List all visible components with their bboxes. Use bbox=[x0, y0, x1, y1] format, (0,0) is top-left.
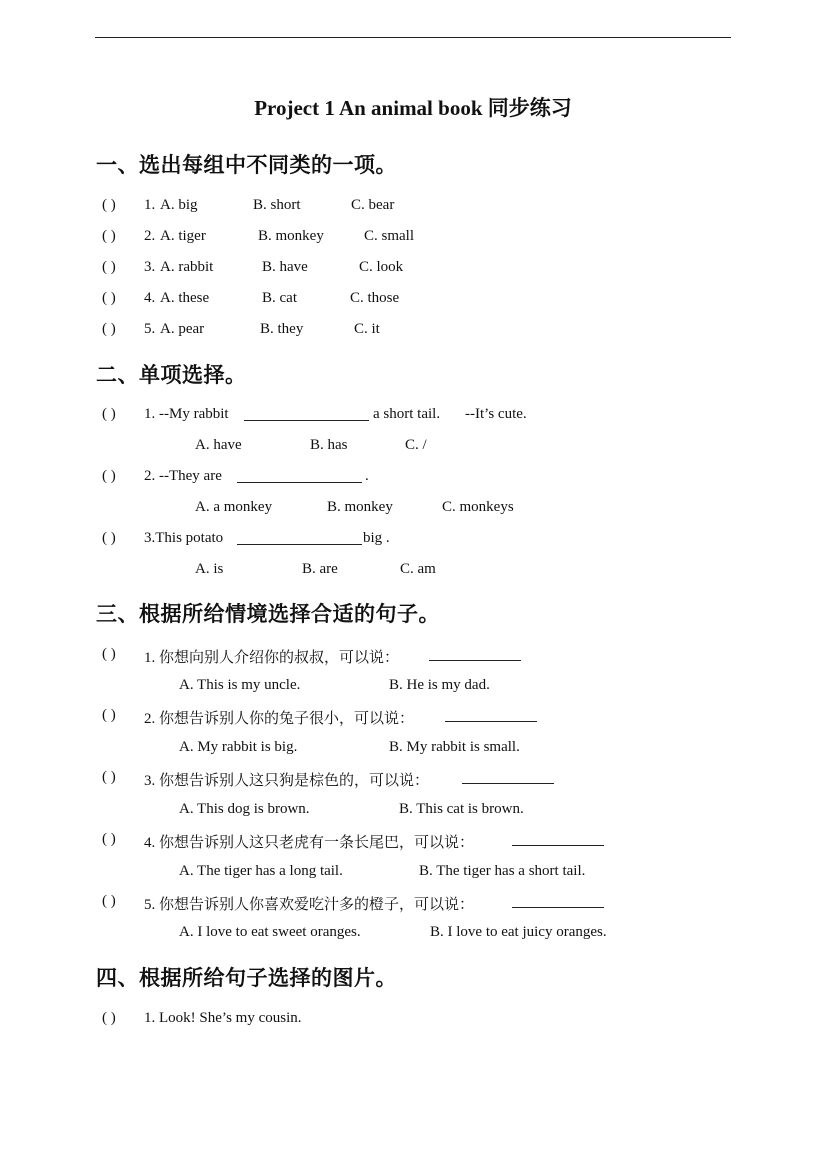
fill-blank-line[interactable] bbox=[429, 649, 521, 666]
answer-blank[interactable]: ( ) bbox=[102, 707, 116, 723]
question-text-after: a short tail. bbox=[373, 406, 441, 422]
answer-blank[interactable]: ( ) bbox=[102, 197, 116, 213]
question-number: 4. bbox=[144, 290, 156, 306]
option-c: C. am bbox=[400, 561, 436, 577]
option-a: A. This dog is brown. bbox=[179, 801, 310, 817]
question-text: 2. --They are bbox=[144, 468, 222, 484]
section1-heading: 一、选出每组中不同类的一项。 bbox=[96, 153, 397, 177]
question-text: 5. 你想告诉别人你喜欢爱吃汁多的橙子，可以说： bbox=[144, 897, 475, 913]
option-c: C. small bbox=[364, 228, 415, 244]
section2-heading: 二、单项选择。 bbox=[96, 363, 247, 387]
option-a: A. big bbox=[160, 197, 198, 213]
option-c: C. bear bbox=[351, 197, 395, 213]
option-a: A. these bbox=[160, 290, 210, 306]
question-number: 5. bbox=[144, 321, 156, 337]
question-text: 1. Look! She’s my cousin. bbox=[144, 1010, 302, 1026]
option-b: B. cat bbox=[262, 290, 297, 306]
answer-blank[interactable]: ( ) bbox=[102, 646, 116, 662]
question-number: 2. bbox=[144, 228, 156, 244]
option-c: C. those bbox=[350, 290, 400, 306]
option-b: B. I love to eat juicy oranges. bbox=[430, 924, 607, 940]
option-a: A. have bbox=[195, 437, 242, 453]
option-a: A. pear bbox=[160, 321, 205, 337]
answer-blank[interactable]: ( ) bbox=[102, 406, 116, 422]
option-b: B. have bbox=[262, 259, 308, 275]
question-reply: --It’s cute. bbox=[465, 406, 527, 422]
option-b: B. The tiger has a short tail. bbox=[419, 863, 586, 879]
option-c: C. / bbox=[405, 437, 427, 453]
option-b: B. This cat is brown. bbox=[399, 801, 524, 817]
question-text: 1. --My rabbit bbox=[144, 406, 229, 422]
option-a: A. a monkey bbox=[195, 499, 273, 515]
question-number: 3. bbox=[144, 259, 156, 275]
answer-blank[interactable]: ( ) bbox=[102, 893, 116, 909]
question-text-after: big . bbox=[363, 530, 390, 546]
section4-heading: 四、根据所给句子选择的图片。 bbox=[96, 966, 397, 990]
option-b: B. are bbox=[302, 561, 338, 577]
fill-blank-line[interactable] bbox=[462, 772, 554, 789]
question-text: 4. 你想告诉别人这只老虎有一条长尾巴，可以说： bbox=[144, 835, 475, 851]
option-a: A. I love to eat sweet oranges. bbox=[179, 924, 361, 940]
question-text-after: . bbox=[365, 468, 369, 484]
option-c: C. monkeys bbox=[442, 499, 514, 515]
option-b: B. My rabbit is small. bbox=[389, 739, 520, 755]
option-b: B. He is my dad. bbox=[389, 677, 490, 693]
option-b: B. monkey bbox=[327, 499, 393, 515]
answer-blank[interactable]: ( ) bbox=[102, 321, 116, 337]
answer-blank[interactable]: ( ) bbox=[102, 1010, 116, 1026]
fill-blank-line[interactable] bbox=[244, 409, 369, 426]
section3-heading: 三、根据所给情境选择合适的句子。 bbox=[96, 602, 440, 626]
header-rule bbox=[95, 37, 731, 38]
answer-blank[interactable]: ( ) bbox=[102, 530, 116, 546]
answer-blank[interactable]: ( ) bbox=[102, 769, 116, 785]
option-b: B. short bbox=[253, 197, 301, 213]
option-a: A. This is my uncle. bbox=[179, 677, 301, 693]
answer-blank[interactable]: ( ) bbox=[102, 259, 116, 275]
fill-blank-line[interactable] bbox=[512, 834, 604, 851]
option-a: A. rabbit bbox=[160, 259, 214, 275]
option-a: A. The tiger has a long tail. bbox=[179, 863, 343, 879]
option-a: A. tiger bbox=[160, 228, 206, 244]
question-text: 3. 你想告诉别人这只狗是棕色的，可以说： bbox=[144, 773, 430, 789]
page-title: Project 1 An animal book 同步练习 bbox=[254, 96, 572, 120]
option-b: B. monkey bbox=[258, 228, 324, 244]
answer-blank[interactable]: ( ) bbox=[102, 468, 116, 484]
question-number: 1. bbox=[144, 197, 156, 213]
fill-blank-line[interactable] bbox=[512, 896, 604, 913]
option-b: B. they bbox=[260, 321, 304, 337]
fill-blank-line[interactable] bbox=[445, 710, 537, 727]
option-b: B. has bbox=[310, 437, 348, 453]
answer-blank[interactable]: ( ) bbox=[102, 831, 116, 847]
option-c: C. it bbox=[354, 321, 380, 337]
answer-blank[interactable]: ( ) bbox=[102, 290, 116, 306]
option-a: A. My rabbit is big. bbox=[179, 739, 298, 755]
option-c: C. look bbox=[359, 259, 404, 275]
question-text: 3.This potato bbox=[144, 530, 224, 546]
question-text: 1. 你想向别人介绍你的叔叔，可以说： bbox=[144, 650, 400, 666]
question-text: 2. 你想告诉别人你的兔子很小，可以说： bbox=[144, 711, 415, 727]
option-a: A. is bbox=[195, 561, 224, 577]
fill-blank-line[interactable] bbox=[237, 471, 362, 488]
fill-blank-line[interactable] bbox=[237, 533, 362, 550]
answer-blank[interactable]: ( ) bbox=[102, 228, 116, 244]
